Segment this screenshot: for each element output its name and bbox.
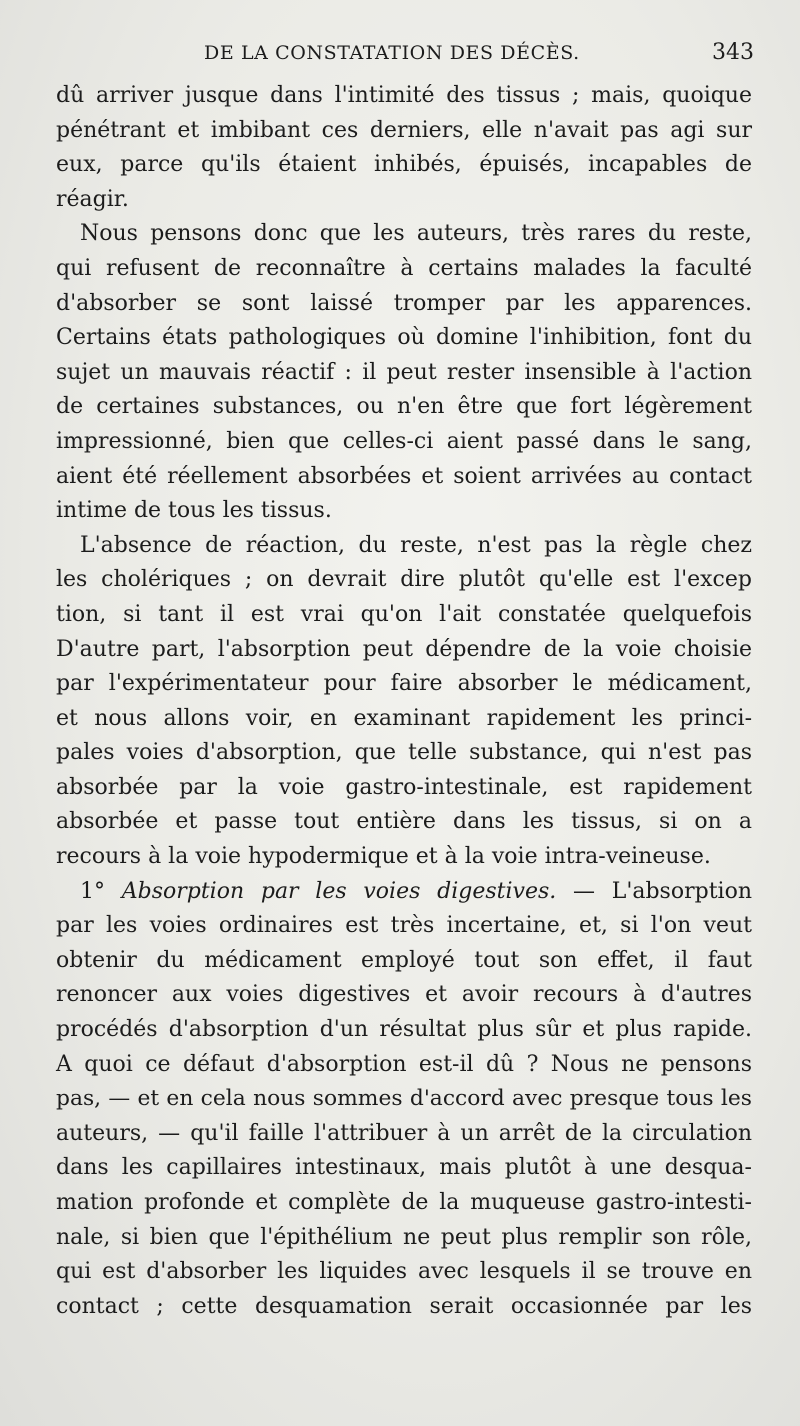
text-line: nale, si bien que l'épithélium ne peut plus remplir son rôle,	[56, 1224, 752, 1250]
text-line: pénétrant et imbibant ces derniers, elle n'avait pas agi sur	[56, 117, 752, 143]
text-line: réagir.	[56, 186, 129, 212]
text-line: procédés d'absorption d'un résultat plus sûr et plus rapide.	[56, 1017, 752, 1043]
text-line: de certaines substances, ou n'en être que fort légèrement	[56, 394, 752, 420]
text-line: auteurs, — qu'il faille l'attribuer à un arrêt de la circulation	[56, 1120, 752, 1146]
text-line: tion, si tant il est vrai qu'on l'ait constatée quelquefois	[56, 601, 752, 627]
text-line: Certains états pathologiques où domine l'inhibition, font du	[56, 325, 752, 351]
section-heading-rest: — L'absorption	[556, 878, 752, 904]
body-text	[56, 79, 752, 1324]
text-line: A quoi ce défaut d'absorption est-il dû ? Nous ne pensons	[56, 1051, 752, 1077]
section-heading-line	[56, 875, 752, 910]
text-line: aient été réellement absorbées et soient arrivées au contact	[56, 463, 752, 489]
text-line: dans les capillaires intestinaux, mais plutôt à une desqua-	[56, 1155, 752, 1181]
text-line: qui refusent de reconnaître à certains malades la faculté	[56, 255, 752, 281]
text-line: intime de tous les tissus.	[56, 498, 332, 524]
text-line: sujet un mauvais réactif : il peut rester insensible à l'action	[56, 359, 752, 385]
text-line: impressionné, bien que celles-ci aient passé dans le sang,	[56, 428, 752, 454]
section-title: Absorption par les voies digestives.	[121, 878, 557, 904]
text-line: renoncer aux voies digestives et avoir recours à d'autres	[56, 982, 752, 1008]
text-line: absorbée par la voie gastro-intestinale, est rapidement	[56, 774, 752, 800]
text-line: D'autre part, l'absorption peut dépendre de la voie choisie	[56, 636, 752, 662]
text-line: d'absorber se sont laissé tromper par les apparences.	[56, 290, 752, 316]
section-number: 1°	[80, 878, 105, 904]
text-line: recours à la voie hypodermique et à la voie intra-veineuse.	[56, 844, 711, 870]
text-line: eux, parce qu'ils étaient inhibés, épuisés, incapables de	[56, 152, 752, 178]
text-line: L'absence de réaction, du reste, n'est pas la règle chez	[80, 532, 752, 558]
text-line: absorbée et passe tout entière dans les tissus, si on a	[56, 809, 752, 835]
page-number: 343	[712, 40, 754, 65]
text-line: dû arriver jusque dans l'intimité des tissus ; mais, quoique	[56, 83, 752, 108]
text-line: et nous allons voir, en examinant rapidement les princi-	[56, 705, 752, 731]
text-line: obtenir du médicament employé tout son effet, il faut	[56, 947, 752, 973]
text-line: les cholériques ; on devrait dire plutôt qu'elle est l'excep	[56, 567, 752, 593]
text-line: mation profonde et complète de la muqueuse gastro-intesti-	[56, 1190, 752, 1215]
text-line: pas, — et en cela nous sommes d'accord avec presque tous les	[56, 1086, 752, 1112]
text-line: par les voies ordinaires est très incertaine, et, si l'on veut	[56, 913, 752, 939]
running-title: DE LA CONSTATATION DES DÉCÈS.	[204, 42, 580, 64]
text-line: Nous pensons donc que les auteurs, très rares du reste,	[80, 221, 752, 247]
running-head	[62, 40, 754, 72]
text-line: qui est d'absorber les liquides avec lesquels il se trouve en	[56, 1259, 752, 1285]
text-line: contact ; cette desquamation serait occasionnée par les	[56, 1293, 752, 1319]
text-line: pales voies d'absorption, que telle substance, qui n'est pas	[56, 740, 752, 766]
text-line: par l'expérimentateur pour faire absorber le médicament,	[56, 671, 752, 697]
